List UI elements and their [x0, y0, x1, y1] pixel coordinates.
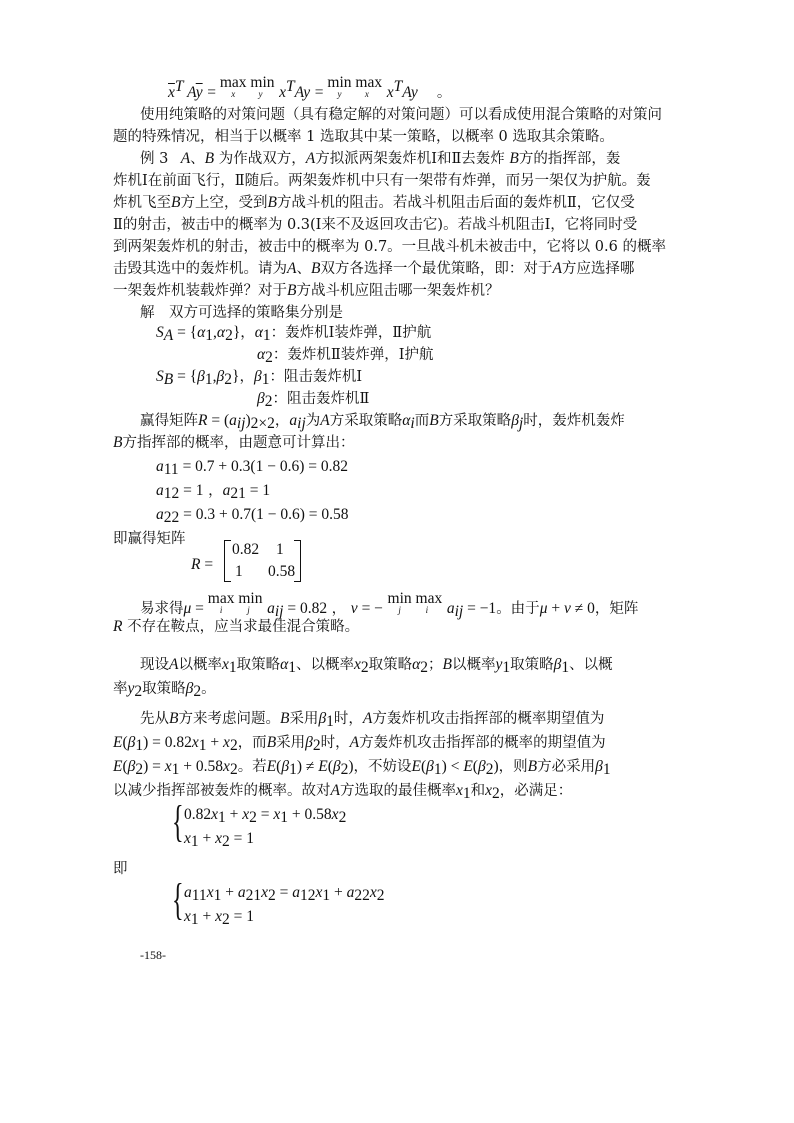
strategy-beta2: $\beta_2$：阻击轰炸机Ⅱ	[257, 390, 370, 410]
paragraph-line: 即赢得矩阵	[113, 531, 186, 547]
paragraph-line: 先从B方来考虑问题。B采用$\beta_1$时，A方轰炸机攻击指挥部的概率期望值为	[140, 710, 605, 730]
saddle-equation: $\overline{x}^T$ $A\overline{y}$ = max x min y $x^TAy$ = min y max x $x^TAy$ 。	[168, 74, 452, 101]
paragraph-line: $E(\beta_2) = x_1 + 0.58x_2$。若$E(\beta_1) \ne E(\beta_2)$，不妨设$E(\beta_1) < E(\beta_2)$，则B方必采用$\beta_1$	[113, 758, 611, 778]
matrix-right-bracket	[294, 540, 301, 582]
paragraph-line: $E(\beta_1) = 0.82x_1 + x_2$，而B采用$\beta_2$时，A方轰炸机攻击指挥部的概率的期望值为	[113, 734, 606, 754]
matrix-label: R =	[191, 556, 214, 573]
paragraph-line: 现设A以概率$x_1$取策略$\alpha_1$、以概率$x_2$取策略$\alpha_2$；B以概率$y_1$取策略$\beta_1$、以概	[140, 656, 613, 676]
system1-eq1: $0.82x_1 + x_2 = x_1 + 0.58x_2$	[184, 806, 347, 826]
paragraph-line: 炸机飞至B方上空，受到B方战斗机的阻击。若战斗机阻击后面的轰炸机Ⅱ，它仅受	[113, 194, 635, 211]
system-brace: {	[172, 797, 184, 846]
paragraph-line: 使用纯策略的对策问题（具有稳定解的对策问题）可以看成使用混合策略的对策问	[140, 107, 662, 123]
solution-intro: 解 双方可选择的策略集分别是	[140, 305, 343, 321]
system2-eq2: $x_1 + x_2 = 1$	[184, 908, 255, 928]
paragraph-line: 率$y_2$取策略$\beta_2$。	[113, 680, 216, 700]
matrix-cell: 0.58	[268, 563, 296, 580]
system-brace: {	[172, 875, 184, 924]
system2-eq1: $a_{11}x_1 + a_{21}x_2 = a_{12}x_1 + a_{22}x_2$	[184, 884, 385, 904]
matrix-cell: 1	[276, 541, 284, 558]
strategy-set-b: $S_B = \{\beta_1,\beta_2\}$，$\beta_1$：阻击轰炸机Ⅰ	[156, 368, 363, 388]
paragraph-line: 炸机Ⅰ在前面飞行，Ⅱ随后。两架轰炸机中只有一架带有炸弹，而另一架仅为护航。轰	[113, 173, 651, 189]
eq-a11: $a_{11} = 0.7 + 0.3(1 - 0.6) = 0.82$	[156, 458, 348, 478]
strategy-alpha2: $\alpha_2$：轰炸机Ⅱ装炸弹，Ⅰ护航	[257, 346, 434, 366]
paragraph-line: 一架轰炸机装载炸弹？对于B方战斗机应阻击哪一架轰炸机？	[113, 282, 500, 299]
matrix-cell: 0.82	[232, 541, 260, 558]
eq-a12-a21: $a_{12} = 1$ ，$a_{21} = 1$	[156, 482, 271, 502]
paragraph-line: 题的特殊情况，相当于以概率 1 选取其中某一策略，以概率 0 选取其余策略。	[113, 129, 614, 145]
paragraph-line: R 不存在鞍点，应当求最佳混合策略。	[113, 618, 360, 635]
matrix-left-bracket	[224, 540, 231, 582]
paragraph-line: 以减少指挥部被轰炸的概率。故对A方选取的最佳概率$x_1$和$x_2$，必满足：	[113, 782, 573, 802]
matrix-cell: 1	[235, 563, 243, 580]
payoff-matrix-def: 赢得矩阵$R = (a_{ij})_{2\times 2}$，$a_{ij}$为A方采取策略$\alpha_i$而B方采取策略$\beta_j$时，轰炸机轰炸	[140, 412, 625, 432]
example-3-line-1: 例 3 A、B 为作战双方，A方拟派两架轰炸机Ⅰ和Ⅱ去轰炸 B方的指挥部，轰	[140, 150, 621, 167]
page-number: -158-	[140, 948, 166, 962]
paragraph-line: 到两架轰炸机的射击，被击中的概率为 0.7。一旦战斗机未被击中，它将以 0.6 的概率	[113, 239, 666, 255]
strategy-set-a: $S_A = \{\alpha_1,\alpha_2\}$，$\alpha_1$：轰炸机Ⅰ装炸弹，Ⅱ护航	[156, 324, 432, 344]
paragraph-line: 即	[113, 861, 128, 877]
paragraph-line: 击毁其选中的轰炸机。请为A、B双方各选择一个最优策略，即：对于A方应选择哪	[113, 260, 635, 277]
paragraph-line: B方指挥部的概率，由题意可计算出：	[113, 434, 355, 451]
paragraph-line: Ⅱ的射击，被击中的概率为 0.3(Ⅰ来不及返回攻击它)。若战斗机阻击Ⅰ，它将同时受	[113, 217, 638, 233]
eq-a22: $a_{22} = 0.3 + 0.7(1 - 0.6) = 0.58$	[156, 506, 349, 526]
mu-nu-line: 易求得μ = max i min j $a_{ij} = 0.82$ ， ν = − min j max i $a_{ij} = -1$。由于μ + ν ≠ 0，矩阵	[140, 590, 639, 620]
system1-eq2: $x_1 + x_2 = 1$	[184, 830, 255, 850]
